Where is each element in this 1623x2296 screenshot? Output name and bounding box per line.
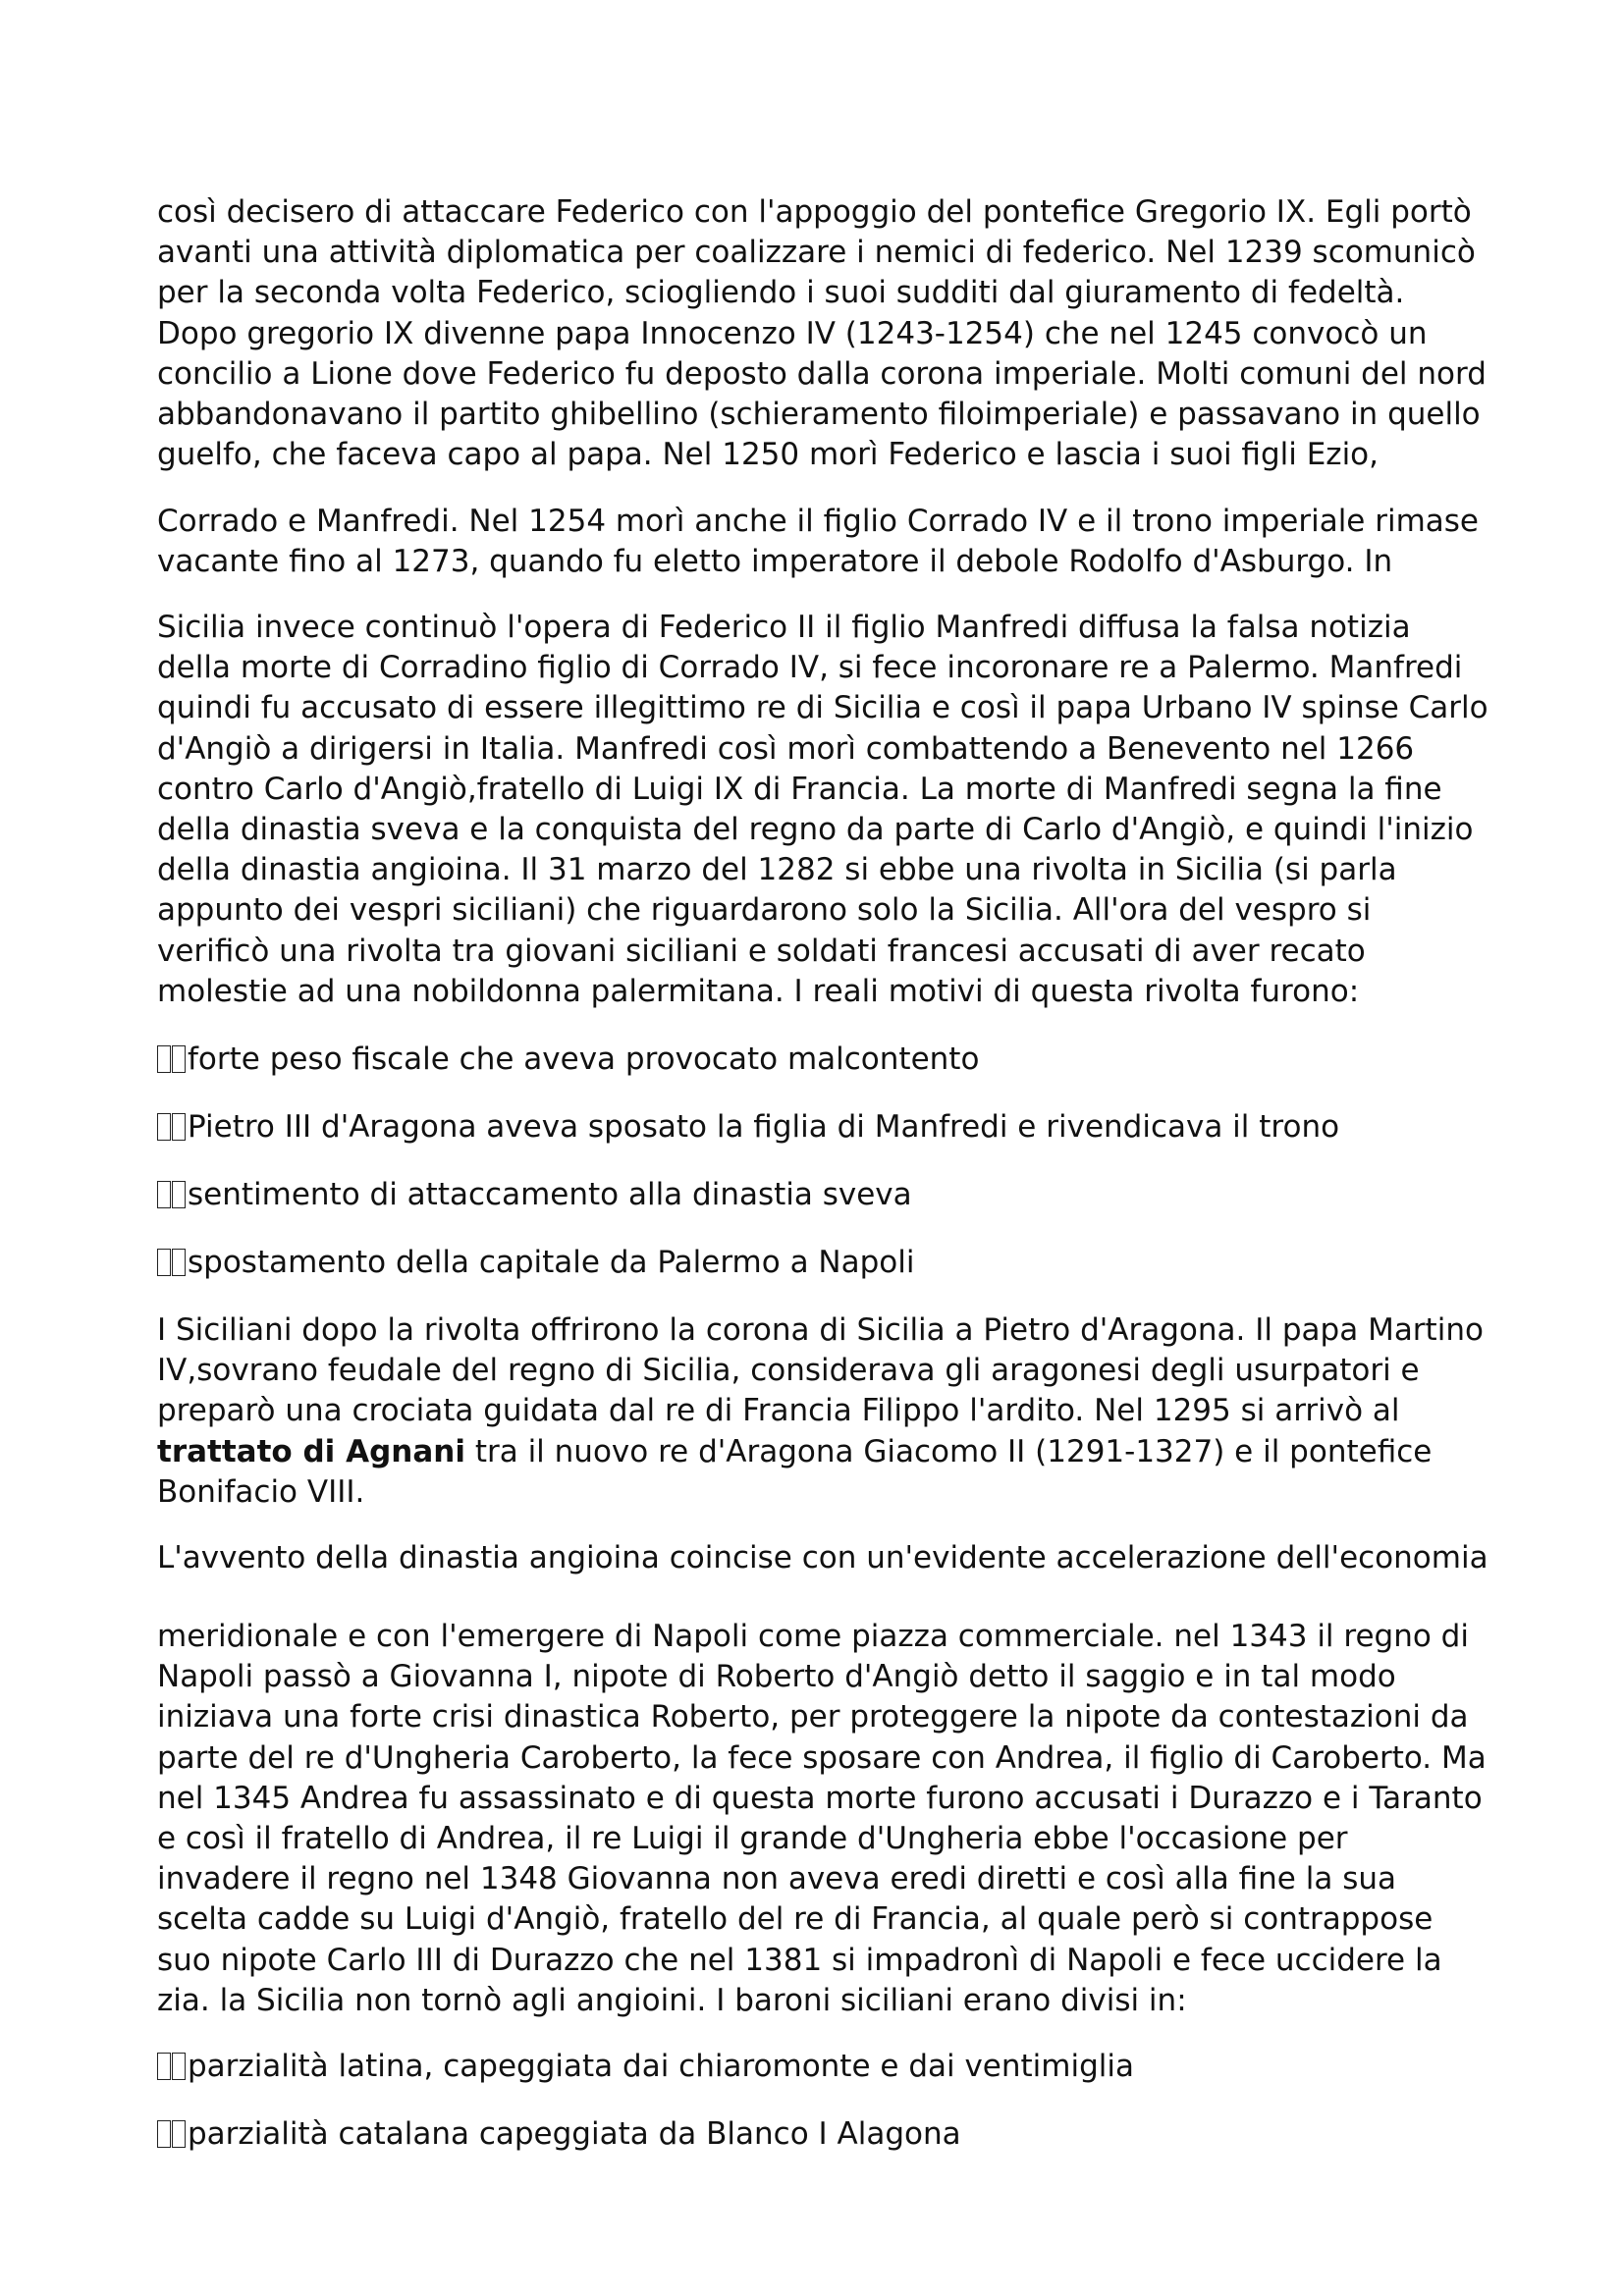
paragraph-napoli-giovanna: meridionale e con l'emergere di Napoli come piazza commerciale. nel 1343 il regno di Napoli passò a Giovanna I, nipote di Roberto d'Angiò detto il saggio e in tal modo iniziava una forte crisi dinastica Roberto, per proteggere la nipote da contestazioni da parte del re d'Ungheria Caroberto, la fece sposare con Andrea, il figlio di Caroberto. Ma nel 1345 Andrea fu assassinato e di questa morte furono accusati i Durazzo e i Taranto e così il fratello di Andrea, il re Luigi il grande d'Ungheria ebbe l'occasione per invadere il regno nel 1348 Giovanna non aveva eredi diretti e così alla fine la sua scelta cadde su Luigi d'Angiò, fratello del re di Francia, al quale però si contrappose suo nipote Carlo III di Durazzo che nel 1381 si impadronì di Napoli e fece uccidere la zia. la Sicilia non tornò agli angioini. I baroni siciliani erano divisi in:	[157, 1619, 1487, 2018]
paragraph-avvento-angioina: L'avvento della dinastia angioina coincise con un'evidente accelerazione dell'economia	[157, 1540, 1488, 1575]
list-item	[157, 1107, 1492, 1148]
missing-glyph-icon	[172, 2120, 186, 2148]
list-item-text: parzialità latina, capeggiata dai chiaromonte e dai ventimiglia	[188, 2049, 1134, 2084]
missing-glyph-icon	[172, 2053, 186, 2080]
paragraph-text: tra il nuovo re d'Aragona Giacomo II (1291-1327) e il pontefice Bonifacio VIII.	[157, 1433, 1433, 1510]
paragraph-trattato-agnani	[157, 1310, 1492, 1513]
paragraph-federico-excommunication: così decisero di attaccare Federico con l'appoggio del pontefice Gregorio IX. Egli portò avanti una attività diplomatica per coalizzare i nemici di federico. Nel 1239 scomunicò per la seconda volta Federico, sciogliendo i suoi sudditi dal giuramento di fedeltà. Dopo gregorio IX divenne papa Innocenzo IV (1243-1254) che nel 1245 convocò un concilio a Lione dove Federico fu deposto dalla corona imperiale. Molti comuni del nord abbandonavano il partito ghibellino (schieramento filoimperiale) e passavano in quello guelfo, che faceva capo al papa. Nel 1250 morì Federico e lascia i suoi figli Ezio,	[157, 194, 1487, 473]
list-item	[157, 1175, 1492, 1215]
missing-glyph-icon	[172, 1045, 186, 1073]
paragraph-corrado-manfredi: Corrado e Manfredi. Nel 1254 morì anche il figlio Corrado IV e il trono imperiale rimase vacante fino al 1273, quando fu eletto imperatore il debole Rodolfo d'Asburgo. In	[157, 504, 1480, 580]
paragraph-text: I Siciliani dopo la rivolta offrirono la corona di Sicilia a Pietro d'Aragona. Il papa Martino IV,sovrano feudale del regno di Sicilia, considerava gli aragonesi degli usurpatori e preparò una crociata guidata dal re di Francia Filippo l'ardito. Nel 1295 si arrivò al	[157, 1312, 1484, 1429]
list-item	[157, 1040, 1492, 1080]
list-item-text: sentimento di attaccamento alla dinastia sveva	[188, 1177, 912, 1212]
bold-term: trattato di Agnani	[157, 1433, 465, 1469]
missing-glyph-icon	[157, 2053, 171, 2080]
list-item	[157, 1243, 1492, 1283]
missing-glyph-icon	[157, 1113, 171, 1141]
list-item	[157, 2047, 1492, 2087]
missing-glyph-icon	[157, 1181, 171, 1208]
missing-glyph-icon	[157, 2120, 171, 2148]
missing-glyph-icon	[172, 1249, 186, 1276]
list-item-text: parzialità catalana capeggiata da Blanco I Alagona	[188, 2116, 961, 2152]
list-item-text: forte peso fiscale che aveva provocato malcontento	[188, 1041, 980, 1077]
missing-glyph-icon	[157, 1045, 171, 1073]
missing-glyph-icon	[157, 1249, 171, 1276]
missing-glyph-icon	[172, 1181, 186, 1208]
list-item-text: spostamento della capitale da Palermo a Napoli	[188, 1245, 915, 1280]
missing-glyph-icon	[172, 1113, 186, 1141]
list-item-text: Pietro III d'Aragona aveva sposato la figlia di Manfredi e rivendicava il trono	[188, 1109, 1340, 1145]
list-item	[157, 2114, 1492, 2155]
paragraph-sicilia-vespri: Sicilia invece continuò l'opera di Federico II il figlio Manfredi diffusa la falsa notizia della morte di Corradino figlio di Corrado IV, si fece incoronare re a Palermo. Manfredi quindi fu accusato di essere illegittimo re di Sicilia e così il papa Urbano IV spinse Carlo d'Angiò a dirigersi in Italia. Manfredi così morì combattendo a Benevento nel 1266 contro Carlo d'Angiò,fratello di Luigi IX di Francia. La morte di Manfredi segna la fine della dinastia sveva e la conquista del regno da parte di Carlo d'Angiò, e quindi l'inizio della dinastia angioina. Il 31 marzo del 1282 si ebbe una rivolta in Sicilia (si parla appunto dei vespri siciliani) che riguardarono solo la Sicilia. All'ora del vespro si verificò una rivolta tra giovani siciliani e soldati francesi accusati di aver recato molestie ad una nobildonna palermitana. I reali motivi di questa rivolta furono:	[157, 610, 1488, 1009]
